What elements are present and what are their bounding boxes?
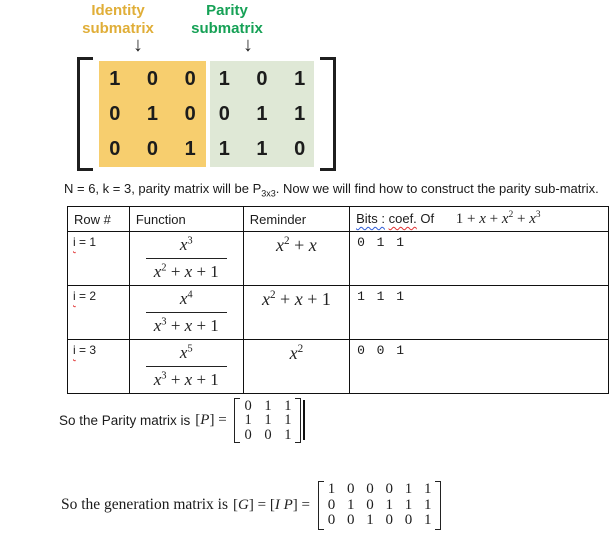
reminder-cell xyxy=(243,286,349,340)
row-index-cell xyxy=(68,232,130,286)
row-index-eq: = 2 xyxy=(79,289,97,303)
fraction-denominator: $x^2 + x + 1$ xyxy=(146,258,227,282)
col-header-bits xyxy=(350,207,609,232)
fraction xyxy=(146,289,227,336)
reminder-expression: $x^2$ xyxy=(289,343,304,363)
matrix-row: 0 1 1 xyxy=(244,398,292,414)
row-index-i: i xyxy=(73,235,76,249)
identity-submatrix-label xyxy=(63,2,173,38)
function-cell xyxy=(129,232,243,286)
reminder-cell xyxy=(243,340,349,394)
row-index-eq: = 3 xyxy=(79,343,97,357)
reminder-expression: $x^2 + x$ xyxy=(276,235,317,255)
bits-cell: 1 1 1 xyxy=(350,286,609,340)
table-row xyxy=(68,232,609,286)
parity-matrix-statement xyxy=(59,398,305,443)
fraction-numerator: $x^5$ xyxy=(179,343,193,362)
polynomial-expression: $1 + x + x^2 + x^3$ xyxy=(455,210,541,227)
table-header-row xyxy=(68,207,609,232)
intro-before: N = 6, k = 3, parity matrix will be P xyxy=(64,181,262,196)
matrix-row: 0 1 1 xyxy=(218,102,306,125)
row-index-i: i xyxy=(73,343,76,357)
coef-word: coef. xyxy=(388,211,417,226)
down-arrow-icon: ↓ xyxy=(133,34,143,56)
of-word: Of xyxy=(420,211,435,226)
col-header-reminder: Reminder xyxy=(243,207,349,232)
identity-block xyxy=(99,61,206,167)
generation-matrix xyxy=(318,481,442,530)
parity-submatrix-label xyxy=(172,2,282,38)
parity-label-line1: Parity xyxy=(206,2,248,19)
matrix-bracket-left xyxy=(77,57,93,171)
down-arrow-icon: ↓ xyxy=(243,34,253,56)
bits-cell: 0 0 1 xyxy=(350,340,609,394)
identity-label-line1: Identity xyxy=(91,2,145,19)
function-cell xyxy=(129,286,243,340)
matrix-row: 0 1 0 1 1 1 xyxy=(327,496,432,513)
fraction-denominator: $x^3 + x + 1$ xyxy=(146,366,227,390)
reminder-expression: $x^2 + x + 1$ xyxy=(261,289,331,309)
parity-statement-text: So the Parity matrix is xyxy=(59,412,191,428)
matrix-row: 0 1 0 xyxy=(109,102,196,125)
fraction-numerator: $x^4$ xyxy=(179,289,193,308)
matrix-size-subscript: 3x3 xyxy=(261,188,276,199)
table-row xyxy=(68,340,609,394)
row-index-i: i xyxy=(73,289,76,303)
bits-word: Bits : xyxy=(356,211,385,226)
function-cell xyxy=(129,340,243,394)
matrix-row: 0 0 1 xyxy=(109,137,196,160)
generation-math-prefix: [G] = [I P] = xyxy=(233,496,314,513)
matrix-row: 0 0 1 0 0 1 xyxy=(327,512,432,529)
fraction xyxy=(146,343,227,390)
intro-text xyxy=(64,181,599,199)
table-row xyxy=(68,286,609,340)
matrix-row: 1 0 0 0 1 1 xyxy=(327,481,432,497)
matrix-row: 1 1 0 xyxy=(218,137,306,160)
col-header-row-number: Row # xyxy=(68,207,130,232)
row-index-eq: = 1 xyxy=(79,235,97,249)
parity-label-line2: submatrix xyxy=(191,20,263,37)
parity-matrix xyxy=(234,398,301,443)
row-index-cell xyxy=(68,340,130,394)
parity-block xyxy=(210,61,314,167)
matrix-row: 1 1 1 xyxy=(244,412,292,429)
matrix-bracket-right xyxy=(435,481,441,530)
generation-matrix-statement xyxy=(61,481,441,530)
matrix-row: 1 0 1 xyxy=(218,67,306,90)
fraction xyxy=(146,235,227,282)
matrix-row: 0 0 1 xyxy=(244,426,292,443)
generation-statement-text: So the generation matrix is xyxy=(61,496,229,514)
intro-after: . Now we will find how to construct the parity sub-matrix. xyxy=(275,181,599,196)
fraction-denominator: $x^3 + x + 1$ xyxy=(146,312,227,336)
col-header-function: Function xyxy=(129,207,243,232)
generator-matrix-figure xyxy=(77,57,336,171)
matrix-bracket-right xyxy=(320,57,336,171)
parity-math-prefix: [P] = xyxy=(195,411,231,428)
row-index-cell xyxy=(68,286,130,340)
text-cursor xyxy=(303,400,305,440)
bits-cell: 0 1 1 xyxy=(350,232,609,286)
construction-table xyxy=(67,206,609,394)
identity-label-line2: submatrix xyxy=(82,20,154,37)
matrix-bracket-right xyxy=(295,398,301,443)
fraction-numerator: $x^3$ xyxy=(179,235,193,254)
matrix-row: 1 0 0 xyxy=(109,67,196,90)
reminder-cell xyxy=(243,232,349,286)
